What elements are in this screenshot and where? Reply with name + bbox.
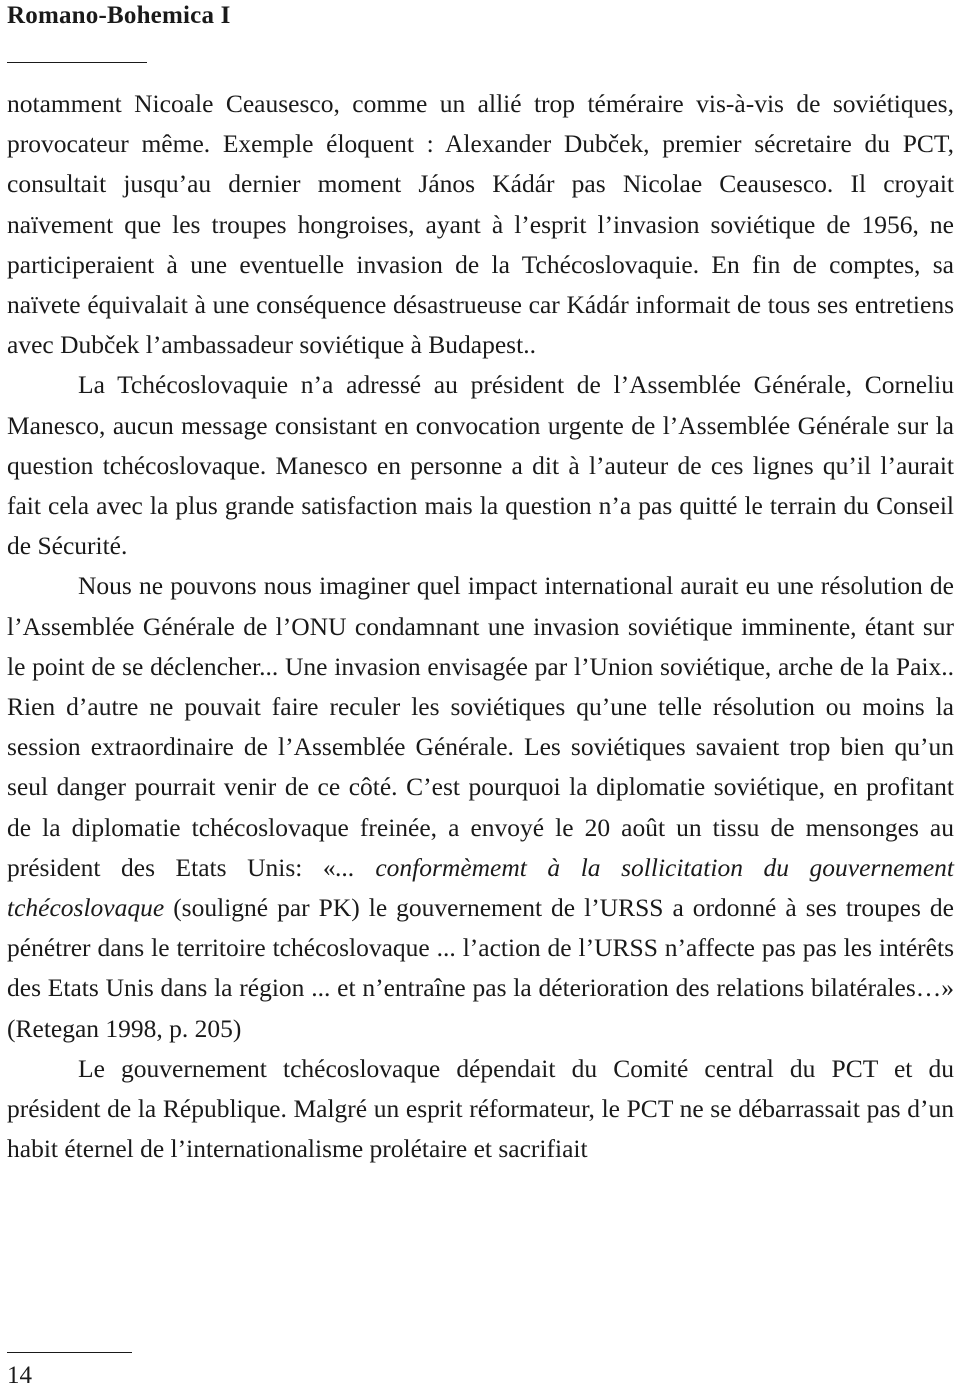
paragraph (7, 566, 954, 1048)
paragraph: Le gouvernement tchécoslovaque dépendait du Comité central du PCT et du président de la République. Malgré un esprit réformateur, le PCT ne se débarrassait pas d’un habit éternel de l’internationalisme prolétaire et sacrifiait (7, 1053, 954, 1164)
italic-quote: ... conformèmemt à la sollicitation du gouvernement tchécoslovaque (7, 852, 954, 923)
paragraph-text: Nous ne pouvons nous imaginer quel impact international aurait eu une résolution de l’Assemblée Générale de l’ONU condamnant une invasion soviétique imminente, étant sur le point de se déclencher... Une invasion envisagée par l’Union soviétique, arche de la Paix.. Rien d’autre ne pouvait faire reculer les soviétiques qu’une telle résolution ou moins la session extraordinaire de l’Assemblée Générale. Les soviétiques savaient trop bien qu’un seul danger pourrait venir de ce côté. C’est pourquoi la diplomatie soviétique, en profitant de la diplomatie tchécoslovaque freinée, a envoyé le 20 août un tissu de mensonges au président des Etats Unis: « (7, 571, 954, 882)
running-header: Romano-Bohemica I (7, 2, 231, 29)
page-number: 14 (7, 1362, 32, 1389)
paragraph: La Tchécoslovaquie n’a adressé au président de l’Assemblée Générale, Corneliu Manesco, aucun message consistant en convocation urgente de l’Assemblée Générale sur la question tchécoslovaque. Manesco en personne a dit à l’auteur de ces lignes qu’il l’aurait fait cela avec la plus grande satisfaction mais la question n’a pas quitté le terrain du Conseil de Sécurité. (7, 370, 954, 561)
paragraph: notamment Nicoale Ceausesco, comme un allié trop téméraire vis-à-vis de soviétiques, provocateur même. Exemple éloquent : Alexander Dubček, premier sécretaire du PCT, consultait jusqu’au dernier moment János Kádár pas Nicolae Ceausesco. Il croyait naïvement que les troupes hongroises, ayant à l’esprit l’invasion soviétique de 1956, ne participeraient à une eventuelle invasion de la Tchécoslovaquie. En fin de comptes, sa naïvete équivalait à une conséquence désastrueuse car Kádár informait de tous ses entretiens avec Dubček l’ambassadeur soviétique à Budapest.. (7, 89, 954, 360)
body-text (7, 84, 954, 1169)
footer-rule (7, 1352, 132, 1353)
paragraph-text: (souligné par PK) le gouvernement de l’URSS a ordonné à ses troupes de pénétrer dans le territoire tchécoslovaque ... l’action de l’URSS n’affecte pas pas les intérêts des Etats Unis dans la région ... et n’entraîne pas la déterioration des relations bilatérales…» (Retegan 1998, p. 205) (7, 893, 954, 1043)
header-rule (7, 62, 147, 63)
